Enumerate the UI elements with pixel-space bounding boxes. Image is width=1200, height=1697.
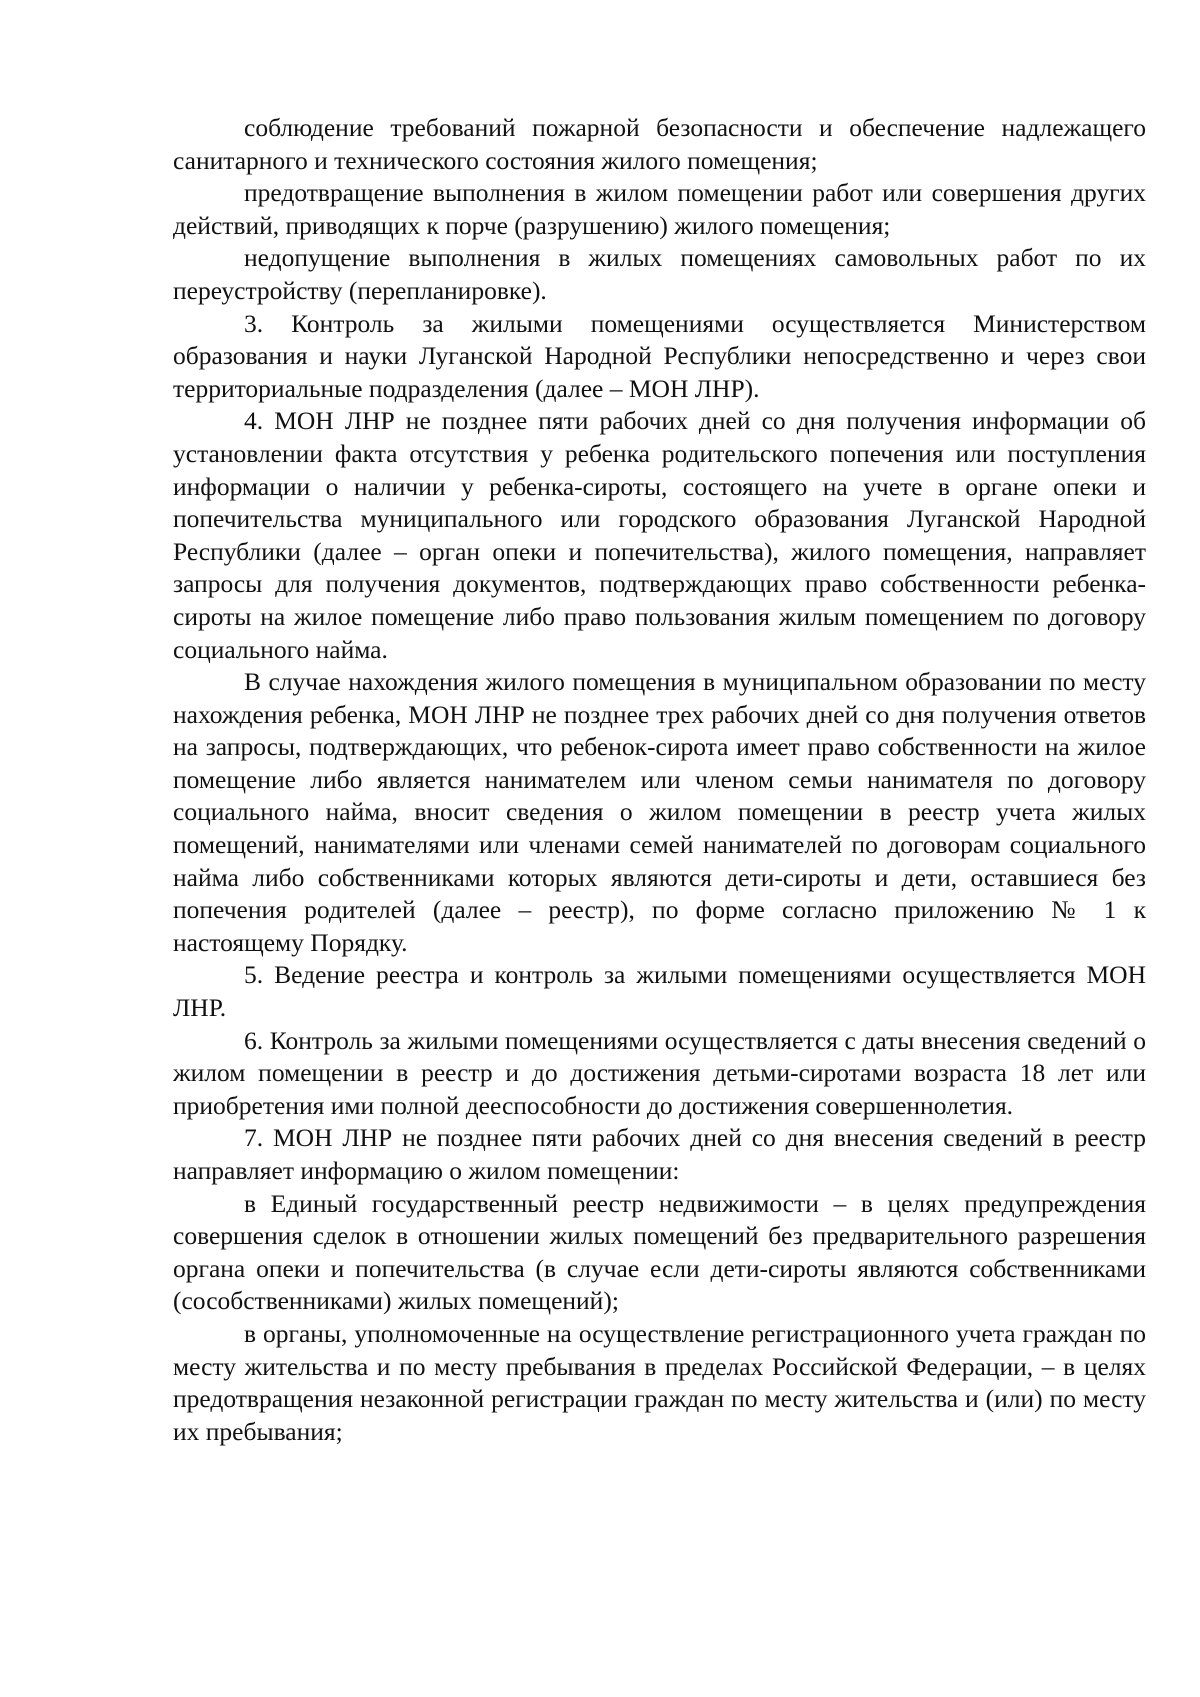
document-body [173, 112, 1146, 1448]
paragraph-item-4: 4. МОН ЛНР не позднее пяти рабочих дней со дня получения информации об установлении факта отсутствия у ребенка родительского попечения или поступления информации о наличии у ребенка-сироты, состоящего на учете в органе опеки и попечительства муниципального или городского образования Луганской Народной Республики (далее – орган опеки и попечительства), жилого помещения, направляет запросы для получения документов, подтверждающих право собственности ребенка-сироты на жилое помещение либо право пользования жилым помещением по договору социального найма. [173, 406, 1146, 664]
paragraph-unauthorized-works: недопущение выполнения в жилых помещениях самовольных работ по их переустройству (перепланировке). [173, 243, 1146, 305]
paragraph-fire-safety: соблюдение требований пожарной безопасности и обеспечение надлежащего санитарного и технического состояния жилого помещения; [173, 113, 1146, 175]
paragraph-real-estate-registry: в Единый государственный реестр недвижимости – в целях предупреждения совершения сделок в отношении жилых помещений без предварительного разрешения органа опеки и попечительства (в случае если дети-сироты являются собственниками (сособственниками) жилых помещений); [173, 1188, 1146, 1316]
paragraph-item-6: 6. Контроль за жилыми помещениями осуществляется с даты внесения сведений о жилом помещении в реестр и до достижения детьми-сиротами возраста 18 лет или приобретения ими полной дееспособности до достижения совершеннолетия. [173, 1025, 1146, 1120]
paragraph-registry-entry: В случае нахождения жилого помещения в муниципальном образовании по месту нахождения ребенка, МОН ЛНР не позднее трех рабочих дней со дня получения ответов на запросы, подтверждающих, что ребенок-сирота имеет право собственности на жилое помещение либо является нанимателем или членом семьи нанимателя по договору социального найма, вносит сведения о жилом помещении в реестр учета жилых помещений, нанимателями или членами семей нанимателей по договорам социального найма либо собственниками которых являются дети-сироты и дети, оставшиеся без попечения родителей (далее – реестр), по форме согласно приложению № 1 к настоящему Порядку. [173, 667, 1146, 957]
paragraph-item-3: 3. Контроль за жилыми помещениями осуществляется Министерством образования и науки Луганской Народной Республики непосредственно и через свои территориальные подразделения (далее – МОН ЛНР). [173, 308, 1146, 403]
paragraph-item-7: 7. МОН ЛНР не позднее пяти рабочих дней со дня внесения сведений в реестр направляет информацию о жилом помещении: [173, 1123, 1146, 1185]
paragraph-registration-authorities: в органы, уполномоченные на осуществление регистрационного учета граждан по месту жительства и по месту пребывания в пределах Российской Федерации, – в целях предотвращения незаконной регистрации граждан по месту жительства и (или) по месту их пребывания; [173, 1318, 1146, 1446]
paragraph-item-5: 5. Ведение реестра и контроль за жилыми помещениями осуществляется МОН ЛНР. [173, 960, 1146, 1023]
paragraph-prevent-damage: предотвращение выполнения в жилом помещении работ или совершения других действий, приводящих к порче (разрушению) жилого помещения; [173, 178, 1146, 240]
